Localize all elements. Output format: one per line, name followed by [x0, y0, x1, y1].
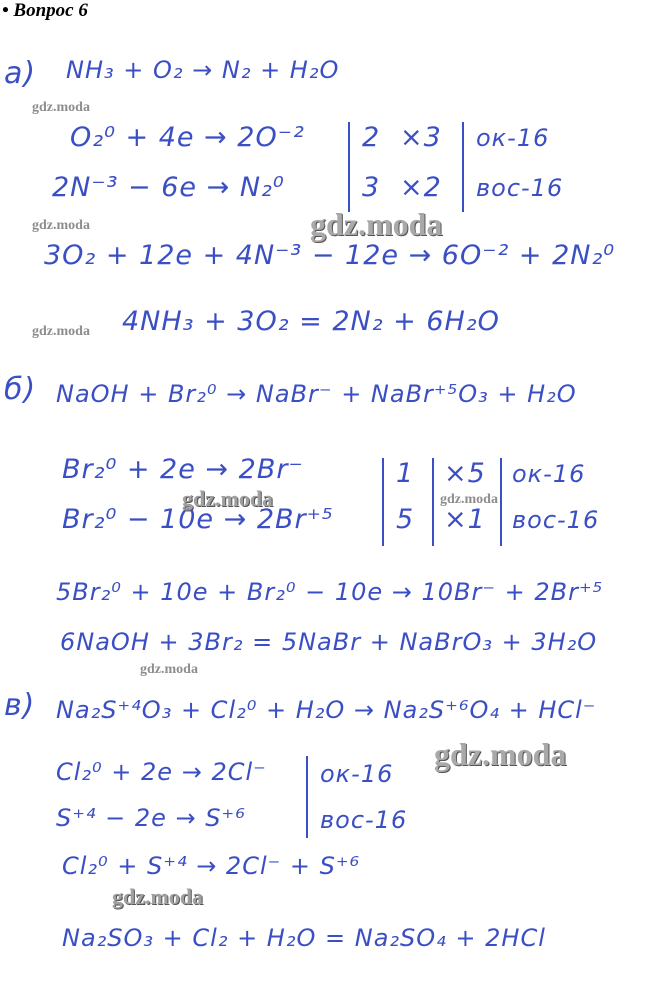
part-b-sum: 5Br₂⁰ + 10e + Br₂⁰ − 10e → 10Br⁻ + 2Br⁺⁵	[56, 578, 604, 606]
part-a-final: 4NH₃ + 3O₂ = 2N₂ + 6H₂O	[122, 306, 500, 337]
question-title: • Вопрос 6	[2, 0, 88, 21]
watermark-large: gdz.moda	[434, 736, 567, 772]
coef-cell: 2	[362, 122, 381, 153]
watermark: gdz.moda	[440, 492, 498, 507]
coef-divider	[500, 458, 502, 546]
coef-cell: ×3	[400, 122, 442, 153]
coef-cell: ×2	[400, 172, 442, 203]
coef-divider	[306, 756, 308, 838]
watermark: gdz.moda	[140, 662, 198, 677]
part-c-half2: S⁺⁴ − 2e → S⁺⁶	[56, 804, 246, 832]
part-a-half2: 2N⁻³ − 6e → N₂⁰	[52, 172, 285, 203]
coef-cell: 3	[362, 172, 381, 203]
part-a-sum: 3O₂ + 12e + 4N⁻³ − 12e → 6O⁻² + 2N₂⁰	[44, 240, 616, 271]
part-b-label: б)	[4, 372, 37, 407]
watermark-large: gdz.moda	[310, 206, 443, 242]
part-c-final: Na₂SO₃ + Cl₂ + H₂O = Na₂SO₄ + 2HCl	[62, 924, 546, 952]
part-a-equation: NH₃ + O₂ → N₂ + H₂O	[66, 56, 340, 84]
coef-cell: 1	[396, 458, 415, 489]
role-cell: ок-16	[476, 124, 550, 152]
coef-cell: ×1	[444, 504, 486, 535]
part-c-equation: Na₂S⁺⁴O₃ + Cl₂⁰ + H₂O → Na₂S⁺⁶O₄ + HCl⁻	[56, 696, 597, 724]
part-c-half1: Cl₂⁰ + 2e → 2Cl⁻	[56, 758, 267, 786]
part-b-equation: NaOH + Br₂⁰ → NaBr⁻ + NaBr⁺⁵O₃ + H₂O	[56, 380, 577, 408]
role-cell: ок-16	[320, 760, 394, 788]
role-cell: вос-16	[320, 806, 408, 834]
role-cell: вос-16	[512, 506, 600, 534]
coef-divider	[348, 122, 350, 212]
part-c-label: в)	[4, 688, 36, 723]
coef-divider	[462, 122, 464, 212]
part-b-final: 6NaOH + 3Br₂ = 5NaBr + NaBrO₃ + 3H₂O	[60, 628, 598, 656]
coef-cell: 5	[396, 504, 415, 535]
watermark: gdz.moda	[32, 100, 90, 115]
watermark: gdz.moda	[32, 218, 90, 233]
part-a-label: а)	[4, 56, 37, 91]
watermark-medium: gdz.moda	[182, 486, 274, 511]
part-c-sum: Cl₂⁰ + S⁺⁴ → 2Cl⁻ + S⁺⁶	[62, 852, 361, 880]
role-cell: вос-16	[476, 174, 564, 202]
part-b-half2: Br₂⁰ − 10e → 2Br⁺⁵	[62, 504, 334, 535]
watermark-medium: gdz.moda	[112, 884, 204, 909]
coef-divider	[432, 458, 434, 546]
coef-divider	[382, 458, 384, 546]
watermark: gdz.moda	[32, 324, 90, 339]
coef-cell: ×5	[444, 458, 486, 489]
part-a-half1: O₂⁰ + 4e → 2O⁻²	[70, 122, 305, 153]
role-cell: ок-16	[512, 460, 586, 488]
part-b-half1: Br₂⁰ + 2e → 2Br⁻	[62, 454, 304, 485]
